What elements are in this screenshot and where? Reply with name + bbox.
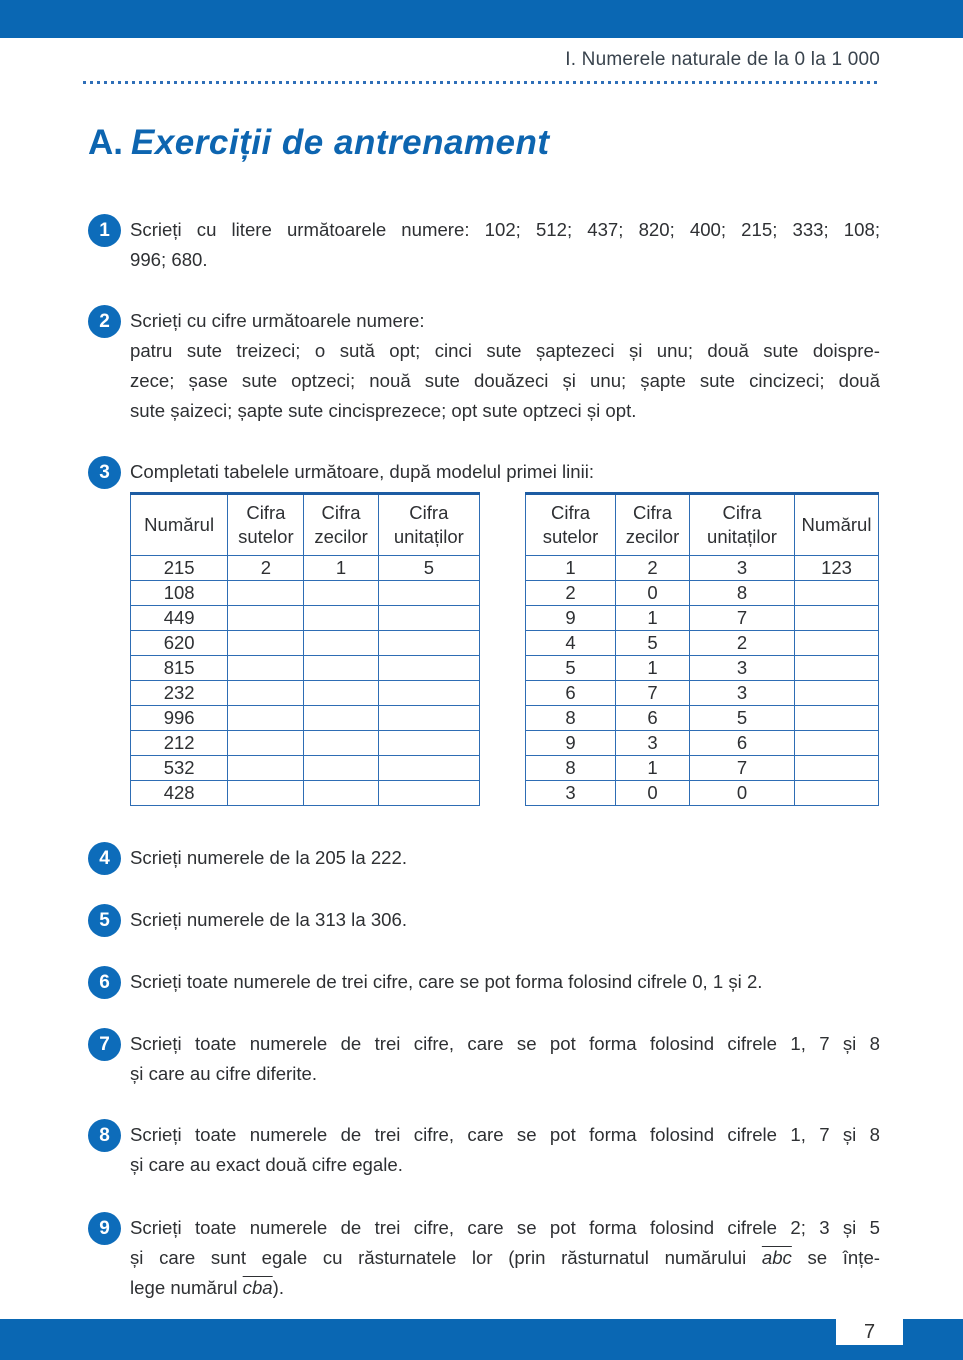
table-cell-empty xyxy=(304,606,378,631)
text-segment: Scrieți numerele de la 205 la 222. xyxy=(130,847,408,868)
table-row xyxy=(131,631,480,656)
table-cell-empty xyxy=(304,781,378,806)
table-cell-empty xyxy=(378,656,479,681)
table-cell-empty xyxy=(228,631,304,656)
table-cell-empty xyxy=(228,606,304,631)
text-segment: Scrieți toate numerele de trei cifre, care se pot forma folosind cifrele 1, 7 și 8 xyxy=(130,1124,880,1145)
exercise-list xyxy=(88,215,880,1303)
section-letter: A. xyxy=(88,123,123,162)
chapter-header xyxy=(83,48,880,72)
table-cell: 7 xyxy=(690,606,795,631)
table-cell: 428 xyxy=(131,781,228,806)
table-cell-empty xyxy=(304,681,378,706)
table-cell: 2 xyxy=(616,556,690,581)
table-row xyxy=(526,781,879,806)
exercise-9-number-badge xyxy=(88,1212,121,1245)
text-segment: Scrieți numerele de la 313 la 306. xyxy=(130,909,408,930)
table-cell-empty xyxy=(228,756,304,781)
text-segment: lege numărul xyxy=(130,1277,243,1298)
text-segment: 996; 680. xyxy=(130,249,208,270)
exercise-8-body xyxy=(130,1120,880,1180)
table-header-row xyxy=(131,494,480,556)
table-row xyxy=(131,681,480,706)
top-blue-bar xyxy=(0,0,963,38)
exercise-text-line xyxy=(130,905,880,935)
table-header-cell: Cifra sutelor xyxy=(228,494,304,556)
table-row xyxy=(131,581,480,606)
dotted-divider xyxy=(83,81,881,84)
table-cell-empty xyxy=(795,781,879,806)
exercise-8-number-badge xyxy=(88,1119,121,1152)
table-cell-empty xyxy=(228,656,304,681)
table-cell-empty xyxy=(378,606,479,631)
exercise-2 xyxy=(88,306,880,426)
text-segment: Scrieți toate numerele de trei cifre, care se pot forma folosind cifrele 2; 3 și 5 xyxy=(130,1217,880,1238)
table-cell: 1 xyxy=(304,556,378,581)
table-cell-empty xyxy=(378,781,479,806)
text-segment: se înțe- xyxy=(791,1247,880,1268)
exercise-number: 2 xyxy=(99,310,110,332)
table-cell: 6 xyxy=(690,731,795,756)
table-header-cell: Numărul xyxy=(795,494,879,556)
text-segment: sute șaizeci; șapte sute cincisprezece; opt sute optzeci și opt. xyxy=(130,400,637,421)
table-cell: 5 xyxy=(378,556,479,581)
table-row xyxy=(131,731,480,756)
table-cell: 123 xyxy=(795,556,879,581)
table-cell-empty xyxy=(795,631,879,656)
table-cell-empty xyxy=(378,681,479,706)
table-cell: 3 xyxy=(690,556,795,581)
table-cell-empty xyxy=(304,756,378,781)
table-cell: 8 xyxy=(526,756,616,781)
overlined-number: $\overline{cba}$ xyxy=(242,1277,273,1298)
page-number: 7 xyxy=(863,1320,876,1343)
table-cell: 1 xyxy=(616,606,690,631)
table-row xyxy=(526,631,879,656)
text-segment: și care au cifre diferite. xyxy=(130,1063,318,1084)
exercise-text-line xyxy=(130,306,880,336)
table-cell-empty xyxy=(378,756,479,781)
section-name: Exerciții de antrenament xyxy=(131,123,550,162)
exercise-7 xyxy=(88,1029,880,1089)
exercise-number: 6 xyxy=(99,971,110,993)
exercise-number: 4 xyxy=(99,847,110,869)
table-row xyxy=(131,656,480,681)
text-segment: Scrieți toate numerele de trei cifre, care se pot forma folosind cifrele 1, 7 și 8 xyxy=(130,1033,880,1054)
table-cell: 0 xyxy=(690,781,795,806)
exercise-text-line xyxy=(130,457,880,487)
table-cell: 0 xyxy=(616,581,690,606)
table-cell: 449 xyxy=(131,606,228,631)
table-body xyxy=(526,556,879,806)
exercise-9 xyxy=(88,1213,880,1303)
table-cell: 1 xyxy=(616,656,690,681)
table-cell: 3 xyxy=(616,731,690,756)
table-cell: 6 xyxy=(526,681,616,706)
table-cell-empty xyxy=(228,781,304,806)
exercise-text-line xyxy=(130,1243,880,1273)
table-cell-empty xyxy=(795,606,879,631)
exercise-text-line xyxy=(130,215,880,245)
table-header-cell: Numărul xyxy=(131,494,228,556)
text-segment: și care sunt egale cu răsturnatele lor (prin răsturnatul numărului xyxy=(130,1247,762,1268)
table-cell-empty xyxy=(228,681,304,706)
page-number-notch xyxy=(836,1319,903,1345)
exercise-text-line xyxy=(130,1059,880,1089)
text-segment: Scrieți cu litere următoarele numere: 102; 512; 437; 820; 400; 215; 333; 108; xyxy=(130,219,880,240)
table-cell-empty xyxy=(304,656,378,681)
table-row xyxy=(526,706,879,731)
table-cell: 532 xyxy=(131,756,228,781)
table-head xyxy=(526,494,879,556)
exercise-1-number-badge xyxy=(88,214,121,247)
table-header-cell: Cifra zecilor xyxy=(304,494,378,556)
table-head xyxy=(131,494,480,556)
exercise-1 xyxy=(88,215,880,275)
table-cell-empty xyxy=(304,581,378,606)
table-cell: 6 xyxy=(616,706,690,731)
exercise-3 xyxy=(88,457,880,806)
table-cell: 7 xyxy=(616,681,690,706)
exercise-6 xyxy=(88,967,880,999)
table-cell: 4 xyxy=(526,631,616,656)
table-cell: 620 xyxy=(131,631,228,656)
table-cell: 815 xyxy=(131,656,228,681)
table-cell: 215 xyxy=(131,556,228,581)
exercise-4-number-badge xyxy=(88,842,121,875)
exercise-text-line xyxy=(130,245,880,275)
table-cell: 9 xyxy=(526,606,616,631)
table-row xyxy=(526,681,879,706)
table-row xyxy=(131,706,480,731)
exercise-2-body xyxy=(130,306,880,426)
table-row xyxy=(526,756,879,781)
table-row xyxy=(526,656,879,681)
table-cell: 108 xyxy=(131,581,228,606)
exercise-text-line xyxy=(130,396,880,426)
table-cell-empty xyxy=(228,731,304,756)
table-cell: 0 xyxy=(616,781,690,806)
footer-blue-bar xyxy=(0,1319,963,1360)
exercise-text-line xyxy=(130,1120,880,1150)
exercise-number: 8 xyxy=(99,1124,110,1146)
table-cell: 8 xyxy=(526,706,616,731)
digit-tables-row xyxy=(130,492,880,806)
text-segment: ). xyxy=(272,1277,285,1298)
table-cell: 7 xyxy=(690,756,795,781)
exercise-number: 9 xyxy=(99,1217,110,1239)
table-cell-empty xyxy=(304,731,378,756)
table-body xyxy=(131,556,480,806)
exercise-4-body xyxy=(130,843,880,873)
exercise-2-number-badge xyxy=(88,305,121,338)
exercise-text-line xyxy=(130,336,880,366)
table-header-cell: Cifra zecilor xyxy=(616,494,690,556)
table-cell: 232 xyxy=(131,681,228,706)
text-segment: Scrieți toate numerele de trei cifre, care se pot forma folosind cifrele 0, 1 și 2. xyxy=(130,971,763,992)
table-cell-empty xyxy=(795,706,879,731)
table-cell: 2 xyxy=(690,631,795,656)
exercise-number: 1 xyxy=(99,219,110,241)
table-row xyxy=(526,731,879,756)
table-cell-empty xyxy=(228,581,304,606)
table-cell: 2 xyxy=(228,556,304,581)
exercise-text-line xyxy=(130,843,880,873)
exercise-8 xyxy=(88,1120,880,1180)
exercise-text-line xyxy=(130,1150,880,1180)
exercise-3-number-badge xyxy=(88,456,121,489)
table-row xyxy=(131,781,480,806)
table-cell-empty xyxy=(795,656,879,681)
table-row xyxy=(526,606,879,631)
table-cell-empty xyxy=(378,706,479,731)
table-cell-empty xyxy=(304,631,378,656)
table-cell: 3 xyxy=(690,656,795,681)
table-cell-empty xyxy=(378,731,479,756)
table-cell: 5 xyxy=(690,706,795,731)
exercise-text-line xyxy=(130,1029,880,1059)
table-row xyxy=(526,556,879,581)
exercise-7-number-badge xyxy=(88,1028,121,1061)
table-cell: 5 xyxy=(526,656,616,681)
overlined-number: $\overline{abc}$ xyxy=(761,1247,792,1268)
table-cell-empty xyxy=(795,731,879,756)
table-cell-empty xyxy=(228,706,304,731)
exercise-number: 3 xyxy=(99,461,110,483)
table-row xyxy=(131,756,480,781)
exercise-number: 7 xyxy=(99,1033,110,1055)
table-row xyxy=(526,581,879,606)
exercise-6-number-badge xyxy=(88,966,121,999)
text-segment: patru sute treizeci; o sută opt; cinci sute șaptezeci și unu; două sute doispre- xyxy=(130,340,880,361)
exercise-text-line xyxy=(130,1273,880,1303)
table-cell: 996 xyxy=(131,706,228,731)
table-row xyxy=(131,606,480,631)
exercise-5 xyxy=(88,905,880,937)
table-header-row xyxy=(526,494,879,556)
exercise-4 xyxy=(88,843,880,875)
exercise-5-number-badge xyxy=(88,904,121,937)
exercise-6-body xyxy=(130,967,880,997)
exercise-7-body xyxy=(130,1029,880,1089)
table-cell: 8 xyxy=(690,581,795,606)
exercise-text-line xyxy=(130,967,880,997)
exercise-text-line xyxy=(130,1213,880,1243)
table-cell-empty xyxy=(378,631,479,656)
text-segment: Completati tabelele următoare, după modelul primei linii: xyxy=(130,461,595,482)
table-header-cell: Cifra sutelor xyxy=(526,494,616,556)
table-cell: 2 xyxy=(526,581,616,606)
text-segment: zece; șase sute optzeci; nouă sute douăzeci și unu; șapte sute cincizeci; două xyxy=(130,370,880,391)
table-cell-empty xyxy=(304,706,378,731)
digit-table-2 xyxy=(525,492,879,806)
table-cell: 1 xyxy=(526,556,616,581)
table-cell: 9 xyxy=(526,731,616,756)
text-segment: și care au exact două cifre egale. xyxy=(130,1154,403,1175)
digit-table-1 xyxy=(130,492,480,806)
exercise-number: 5 xyxy=(99,909,110,931)
exercise-text-line xyxy=(130,366,880,396)
table-cell: 3 xyxy=(526,781,616,806)
exercise-3-body xyxy=(130,457,880,806)
table-cell: 212 xyxy=(131,731,228,756)
exercise-9-body xyxy=(130,1213,880,1303)
table-row xyxy=(131,556,480,581)
table-cell-empty xyxy=(378,581,479,606)
table-header-cell: Cifra unitaților xyxy=(690,494,795,556)
table-cell-empty xyxy=(795,681,879,706)
exercise-5-body xyxy=(130,905,880,935)
exercise-1-body xyxy=(130,215,880,275)
chapter-title: I. Numerele naturale de la 0 la 1 000 xyxy=(565,49,880,70)
table-cell: 5 xyxy=(616,631,690,656)
section-title xyxy=(88,120,963,165)
table-cell-empty xyxy=(795,756,879,781)
table-cell: 3 xyxy=(690,681,795,706)
text-segment: Scrieți cu cifre următoarele numere: xyxy=(130,310,425,331)
table-cell: 1 xyxy=(616,756,690,781)
table-header-cell: Cifra unitaților xyxy=(378,494,479,556)
table-cell-empty xyxy=(795,581,879,606)
